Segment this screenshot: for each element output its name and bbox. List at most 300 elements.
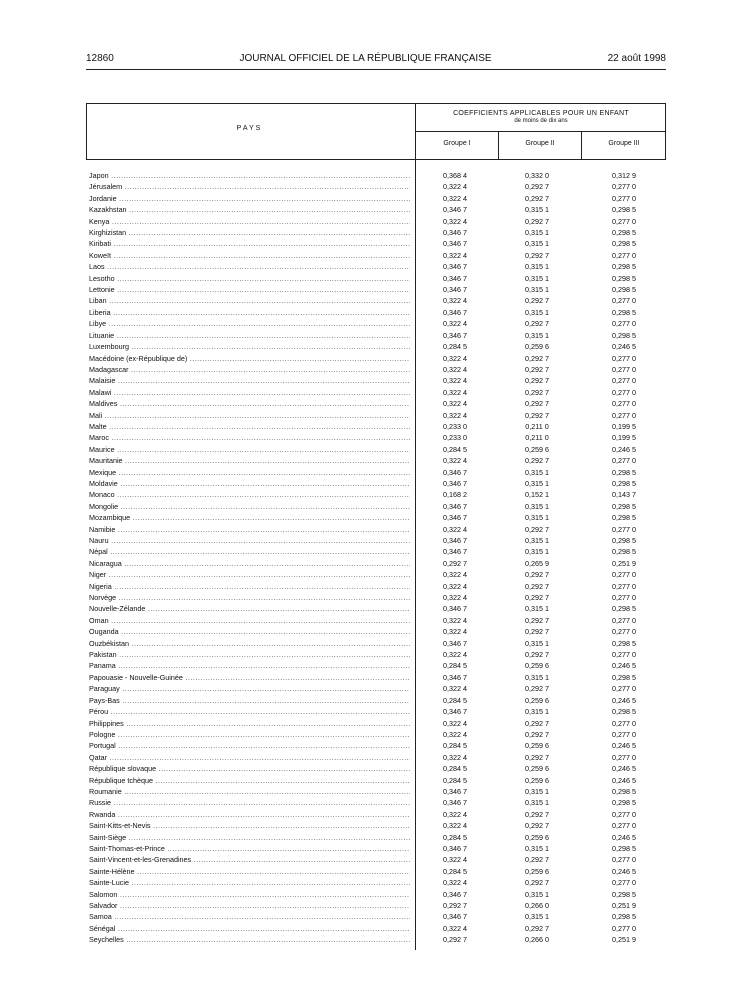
table-row: [0, 273, 731, 284]
group-1-value: 0,284 5: [443, 832, 467, 842]
country-name: Nauru .....: [89, 535, 410, 546]
country-name: Samoa .....: [89, 911, 410, 922]
group-3-value: 0,251 9: [612, 558, 636, 568]
table-row: [0, 546, 731, 557]
table-row: [0, 638, 731, 649]
group-2-value: 0,292 7: [525, 821, 549, 831]
table-row: [0, 375, 731, 386]
country-name: Mali .....: [89, 410, 410, 421]
group-2-value: 0,292 7: [525, 353, 549, 363]
group-2-value: 0,259 6: [525, 832, 549, 842]
group-1-value: 0,322 4: [443, 718, 467, 728]
country-name: Mauritanie .....: [89, 455, 410, 466]
table-row: [0, 900, 731, 911]
group-2-value: 0,259 6: [525, 764, 549, 774]
group-2-value: 0,292 7: [525, 456, 549, 466]
group-2-value: 0,211 0: [525, 421, 549, 431]
group-1-value: 0,284 5: [443, 342, 467, 352]
group-3-value: 0,277 0: [612, 581, 636, 591]
table-row: [0, 775, 731, 786]
group-1-value: 0,322 4: [443, 855, 467, 865]
group-2-value: 0,292 7: [525, 650, 549, 660]
country-name: Nouvelle-Zélande .....: [89, 603, 410, 614]
group-2-value: 0,292 7: [525, 809, 549, 819]
group-3-value: 0,298 5: [612, 638, 636, 648]
group-3-value: 0,298 5: [612, 707, 636, 717]
group-1-value: 0,322 4: [443, 821, 467, 831]
table-row: [0, 478, 731, 489]
group-1-value: 0,322 4: [443, 752, 467, 762]
group-3-value: 0,277 0: [612, 923, 636, 933]
group-2-value: 0,292 7: [525, 718, 549, 728]
group-1-value: 0,168 2: [443, 490, 467, 500]
group-3-value: 0,277 0: [612, 376, 636, 386]
group-3-value: 0,277 0: [612, 570, 636, 580]
group-2-value: 0,315 1: [525, 205, 549, 215]
group-1-value: 0,284 5: [443, 661, 467, 671]
table-row: [0, 421, 731, 432]
table-row: [0, 524, 731, 535]
country-name: Rwanda .....: [89, 809, 410, 820]
country-name: Kenya .....: [89, 216, 410, 227]
group-2-value: 0,152 1: [525, 490, 549, 500]
group-3-value: 0,298 5: [612, 547, 636, 557]
country-name: Monaco .....: [89, 489, 410, 500]
group-1-value: 0,346 7: [443, 467, 467, 477]
table-row: [0, 740, 731, 751]
group-1-value: 0,346 7: [443, 205, 467, 215]
group-1-header: Groupe I: [443, 140, 471, 147]
country-name: Mexique .....: [89, 467, 410, 478]
group-1-value: 0,346 7: [443, 798, 467, 808]
country-name: Sainte-Lucie .....: [89, 877, 410, 888]
group-2-value: 0,292 7: [525, 923, 549, 933]
country-name: Saint-Siège .....: [89, 832, 410, 843]
group-1-value: 0,346 7: [443, 262, 467, 272]
group-1-value: 0,284 5: [443, 695, 467, 705]
group-3-value: 0,277 0: [612, 216, 636, 226]
country-name: Malawi .....: [89, 387, 410, 398]
group-3-value: 0,277 0: [612, 524, 636, 534]
group-3-value: 0,277 0: [612, 410, 636, 420]
country-name: Lituanie .....: [89, 330, 410, 341]
group-3-value: 0,277 0: [612, 353, 636, 363]
group-1-value: 0,346 7: [443, 228, 467, 238]
group-2-value: 0,315 1: [525, 273, 549, 283]
country-name: Népal .....: [89, 546, 410, 557]
group-2-value: 0,292 7: [525, 410, 549, 420]
group-3-value: 0,298 5: [612, 798, 636, 808]
group-2-value: 0,266 0: [525, 935, 549, 945]
group-2-value: 0,315 1: [525, 536, 549, 545]
pays-column-header: PAYS: [236, 125, 263, 132]
table-row: [0, 410, 731, 421]
country-name: Panama .....: [89, 660, 410, 671]
country-name: Maroc .....: [89, 432, 410, 443]
group-1-value: 0,233 0: [443, 421, 467, 431]
group-1-value: 0,346 7: [443, 672, 467, 682]
country-name: République tchèque .....: [89, 775, 410, 786]
group-1-value: 0,322 4: [443, 399, 467, 409]
table-row: [0, 330, 731, 341]
country-name: Lesotho .....: [89, 273, 410, 284]
group-2-value: 0,315 1: [525, 798, 549, 808]
table-row: [0, 284, 731, 295]
country-name: Roumanie .....: [89, 786, 410, 797]
group-3-value: 0,298 5: [612, 467, 636, 477]
group-3-value: 0,246 5: [612, 866, 636, 876]
header-rule: [86, 69, 666, 70]
group-2-value: 0,315 1: [525, 478, 549, 488]
table-row: [0, 877, 731, 888]
table-row: [0, 672, 731, 683]
group-2-header: Groupe II: [525, 140, 555, 147]
table-row: [0, 238, 731, 249]
table-row: [0, 512, 731, 523]
country-name: Macédoine (ex-République de) .....: [89, 353, 410, 364]
country-name: Mozambique .....: [89, 512, 410, 523]
group-3-value: 0,298 5: [612, 513, 636, 523]
group-2-value: 0,315 1: [525, 547, 549, 557]
group-3-value: 0,143 7: [612, 490, 636, 500]
group-1-value: 0,284 5: [443, 741, 467, 751]
table-row: [0, 204, 731, 215]
group-1-value: 0,292 7: [443, 901, 467, 910]
table-row: [0, 923, 731, 934]
table-row: [0, 501, 731, 512]
group-3-value: 0,277 0: [612, 193, 636, 203]
table-row: [0, 307, 731, 318]
country-name: Malaisie .....: [89, 375, 410, 386]
group-3-value: 0,298 5: [612, 228, 636, 238]
group-1-value: 0,346 7: [443, 536, 467, 545]
group-1-value: 0,322 4: [443, 410, 467, 420]
country-name: Mongolie .....: [89, 501, 410, 512]
group-2-value: 0,266 0: [525, 901, 549, 910]
coef-subheader-rule: [416, 131, 666, 132]
country-name: Sainte-Hélène .....: [89, 866, 410, 877]
group-3-value: 0,277 0: [612, 627, 636, 637]
table-row: [0, 569, 731, 580]
group-2-value: 0,315 1: [525, 912, 549, 922]
table-row: [0, 341, 731, 352]
group-1-value: 0,346 7: [443, 638, 467, 648]
group-2-value: 0,315 1: [525, 638, 549, 648]
group-2-value: 0,292 7: [525, 364, 549, 374]
publication-date: 22 août 1998: [607, 53, 666, 64]
table-row: [0, 250, 731, 261]
group-3-value: 0,277 0: [612, 296, 636, 306]
group-2-value: 0,292 7: [525, 319, 549, 329]
table-row: [0, 432, 731, 443]
group-1-value: 0,322 4: [443, 387, 467, 397]
group-3-value: 0,246 5: [612, 342, 636, 352]
country-name: Russie .....: [89, 797, 410, 808]
group-3-value: 0,277 0: [612, 718, 636, 728]
group-1-value: 0,322 4: [443, 353, 467, 363]
coefficients-header: COEFFICIENTS APPLICABLES POUR UN ENFANT: [453, 110, 629, 117]
group-3-value: 0,251 9: [612, 901, 636, 910]
group-1-value: 0,346 7: [443, 547, 467, 557]
table-row: [0, 592, 731, 603]
country-name: Maurice .....: [89, 444, 410, 455]
group-1-value: 0,284 5: [443, 764, 467, 774]
group-1-value: 0,346 7: [443, 604, 467, 614]
group-2-value: 0,259 6: [525, 444, 549, 454]
group-2-value: 0,259 6: [525, 741, 549, 751]
table-row: [0, 170, 731, 181]
group-1-value: 0,284 5: [443, 866, 467, 876]
group-3-value: 0,298 5: [612, 273, 636, 283]
group-2-value: 0,315 1: [525, 604, 549, 614]
group-3-value: 0,246 5: [612, 775, 636, 785]
group-2-value: 0,292 7: [525, 250, 549, 260]
group-1-value: 0,346 7: [443, 707, 467, 717]
group-3-value: 0,246 5: [612, 444, 636, 454]
country-name: Namibie .....: [89, 524, 410, 535]
country-name: Libye .....: [89, 318, 410, 329]
group-2-value: 0,315 1: [525, 307, 549, 317]
group-2-value: 0,315 1: [525, 467, 549, 477]
group-1-value: 0,322 4: [443, 524, 467, 534]
group-2-value: 0,292 7: [525, 193, 549, 203]
country-name: Pays-Bas .....: [89, 695, 410, 706]
group-2-value: 0,292 7: [525, 729, 549, 739]
country-name: Pérou .....: [89, 706, 410, 717]
group-2-value: 0,259 6: [525, 695, 549, 705]
group-2-value: 0,259 6: [525, 866, 549, 876]
country-name: Paraguay .....: [89, 683, 410, 694]
table-row: [0, 832, 731, 843]
group-1-value: 0,346 7: [443, 330, 467, 340]
group-1-value: 0,346 7: [443, 786, 467, 796]
table-row: [0, 797, 731, 808]
group-2-value: 0,259 6: [525, 775, 549, 785]
country-name: Sénégal .....: [89, 923, 410, 934]
group-2-value: 0,211 0: [525, 433, 549, 443]
table-row: [0, 820, 731, 831]
table-body: [0, 170, 731, 946]
group-3-value: 0,298 5: [612, 786, 636, 796]
group-2-value: 0,292 7: [525, 878, 549, 888]
group-3-value: 0,312 9: [612, 171, 636, 180]
group-1-value: 0,322 4: [443, 182, 467, 192]
group-3-value: 0,277 0: [612, 878, 636, 888]
country-name: République slovaque .....: [89, 763, 410, 774]
table-row: [0, 387, 731, 398]
group-2-value: 0,292 7: [525, 182, 549, 192]
country-name: Portugal .....: [89, 740, 410, 751]
table-row: [0, 866, 731, 877]
group-2-value: 0,259 6: [525, 661, 549, 671]
country-name: Moldavie .....: [89, 478, 410, 489]
group-2-value: 0,292 7: [525, 376, 549, 386]
country-name: Japon .....: [89, 170, 410, 181]
group-2-value: 0,265 9: [525, 558, 549, 568]
table-row: [0, 227, 731, 238]
group-1-value: 0,322 4: [443, 456, 467, 466]
group-3-value: 0,246 5: [612, 832, 636, 842]
group-2-value: 0,315 1: [525, 786, 549, 796]
table-row: [0, 193, 731, 204]
country-name: Madagascar .....: [89, 364, 410, 375]
country-name: Luxembourg .....: [89, 341, 410, 352]
group-2-value: 0,315 1: [525, 239, 549, 249]
group-2-value: 0,292 7: [525, 399, 549, 409]
group-2-value: 0,315 1: [525, 501, 549, 511]
table-row: [0, 444, 731, 455]
country-name: Qatar .....: [89, 752, 410, 763]
group-3-value: 0,277 0: [612, 615, 636, 625]
group-2-value: 0,292 7: [525, 570, 549, 580]
country-name: Nigeria .....: [89, 581, 410, 592]
group-3-value: 0,277 0: [612, 729, 636, 739]
group-1-value: 0,346 7: [443, 501, 467, 511]
table-row: [0, 752, 731, 763]
group-1-value: 0,322 4: [443, 729, 467, 739]
group-1-value: 0,346 7: [443, 285, 467, 295]
table-row: [0, 809, 731, 820]
country-name: Niger .....: [89, 569, 410, 580]
group-3-value: 0,277 0: [612, 250, 636, 260]
group-1-value: 0,322 4: [443, 581, 467, 591]
group-1-value: 0,346 7: [443, 912, 467, 922]
group-3-value: 0,277 0: [612, 650, 636, 660]
group-3-value: 0,298 5: [612, 536, 636, 545]
group-3-value: 0,199 5: [612, 421, 636, 431]
group-3-value: 0,277 0: [612, 855, 636, 865]
group-1-value: 0,322 4: [443, 878, 467, 888]
table-row: [0, 729, 731, 740]
table-row: [0, 216, 731, 227]
group-3-header: Groupe III: [608, 140, 640, 147]
country-name: Oman .....: [89, 615, 410, 626]
group-2-value: 0,315 1: [525, 228, 549, 238]
group-2-value: 0,292 7: [525, 627, 549, 637]
group-1-value: 0,322 4: [443, 923, 467, 933]
group-2-value: 0,292 7: [525, 296, 549, 306]
country-name: Jérusalem .....: [89, 181, 410, 192]
group-3-value: 0,277 0: [612, 456, 636, 466]
group-2-value: 0,315 1: [525, 513, 549, 523]
country-name: Kirghizistan .....: [89, 227, 410, 238]
country-name: Seychelles .....: [89, 934, 410, 945]
group-1-value: 0,284 5: [443, 775, 467, 785]
country-name: Maldives .....: [89, 398, 410, 409]
group-1-value: 0,346 7: [443, 273, 467, 283]
table-row: [0, 934, 731, 945]
group-3-value: 0,298 5: [612, 478, 636, 488]
group-3-value: 0,277 0: [612, 364, 636, 374]
table-row: [0, 181, 731, 192]
group-1-value: 0,322 4: [443, 593, 467, 603]
group-3-value: 0,298 5: [612, 672, 636, 682]
group-1-value: 0,292 7: [443, 935, 467, 945]
table-row: [0, 455, 731, 466]
country-name: Liberia .....: [89, 307, 410, 318]
table-row: [0, 695, 731, 706]
group-1-value: 0,322 4: [443, 650, 467, 660]
country-name: Philippines .....: [89, 718, 410, 729]
group-1-value: 0,322 4: [443, 364, 467, 374]
country-name: Papouasie - Nouvelle-Guinée .....: [89, 672, 410, 683]
table-row: [0, 911, 731, 922]
group-2-value: 0,292 7: [525, 216, 549, 226]
group-3-value: 0,298 5: [612, 285, 636, 295]
table-row: [0, 353, 731, 364]
group-2-value: 0,315 1: [525, 843, 549, 853]
country-name: Saint-Vincent-et-les-Grenadines .....: [89, 854, 410, 865]
group-3-value: 0,298 5: [612, 843, 636, 853]
coefficients-subheader: de moins de dix ans: [514, 118, 568, 124]
country-name: Norvège .....: [89, 592, 410, 603]
group-2-value: 0,315 1: [525, 889, 549, 899]
group-3-value: 0,199 5: [612, 433, 636, 443]
country-name: Malte .....: [89, 421, 410, 432]
table-row: [0, 581, 731, 592]
table-top-border: [86, 103, 666, 104]
group-1-value: 0,322 4: [443, 193, 467, 203]
table-row: [0, 489, 731, 500]
group-3-value: 0,246 5: [612, 661, 636, 671]
country-name: Jordanie .....: [89, 193, 410, 204]
group-3-value: 0,277 0: [612, 319, 636, 329]
group-2-value: 0,259 6: [525, 342, 549, 352]
table-row: [0, 683, 731, 694]
table-row: [0, 786, 731, 797]
group-3-value: 0,246 5: [612, 695, 636, 705]
group-2-value: 0,315 1: [525, 672, 549, 682]
table-row: [0, 295, 731, 306]
group-1-value: 0,322 4: [443, 809, 467, 819]
group-3-value: 0,251 9: [612, 935, 636, 945]
group-1-value: 0,292 7: [443, 558, 467, 568]
country-name: Kazakhstan .....: [89, 204, 410, 215]
group-1-value: 0,322 4: [443, 296, 467, 306]
table-row: [0, 558, 731, 569]
group-3-value: 0,277 0: [612, 387, 636, 397]
group-1-value: 0,346 7: [443, 239, 467, 249]
country-name: Nicaragua .....: [89, 558, 410, 569]
group-3-value: 0,277 0: [612, 752, 636, 762]
group-3-value: 0,277 0: [612, 593, 636, 603]
table-row: [0, 649, 731, 660]
country-name: Ouzbékistan .....: [89, 638, 410, 649]
journal-title: JOURNAL OFFICIEL DE LA RÉPUBLIQUE FRANÇAISE: [239, 53, 492, 64]
group-1-value: 0,322 4: [443, 216, 467, 226]
group-1-value: 0,322 4: [443, 376, 467, 386]
country-name: Kiribati .....: [89, 238, 410, 249]
group-2-value: 0,315 1: [525, 707, 549, 717]
group-3-value: 0,298 5: [612, 205, 636, 215]
table-row: [0, 763, 731, 774]
page-number: 12860: [86, 53, 114, 64]
group-3-value: 0,298 5: [612, 307, 636, 317]
group-1-value: 0,322 4: [443, 570, 467, 580]
table-row: [0, 615, 731, 626]
group-3-value: 0,298 5: [612, 604, 636, 614]
group-1-value: 0,322 4: [443, 319, 467, 329]
group-3-value: 0,298 5: [612, 912, 636, 922]
group-2-value: 0,292 7: [525, 387, 549, 397]
group-3-value: 0,298 5: [612, 330, 636, 340]
group-2-value: 0,315 1: [525, 330, 549, 340]
group-3-value: 0,298 5: [612, 262, 636, 272]
country-name: Laos .....: [89, 261, 410, 272]
table-row: [0, 318, 731, 329]
group-1-value: 0,346 7: [443, 513, 467, 523]
table-row: [0, 364, 731, 375]
